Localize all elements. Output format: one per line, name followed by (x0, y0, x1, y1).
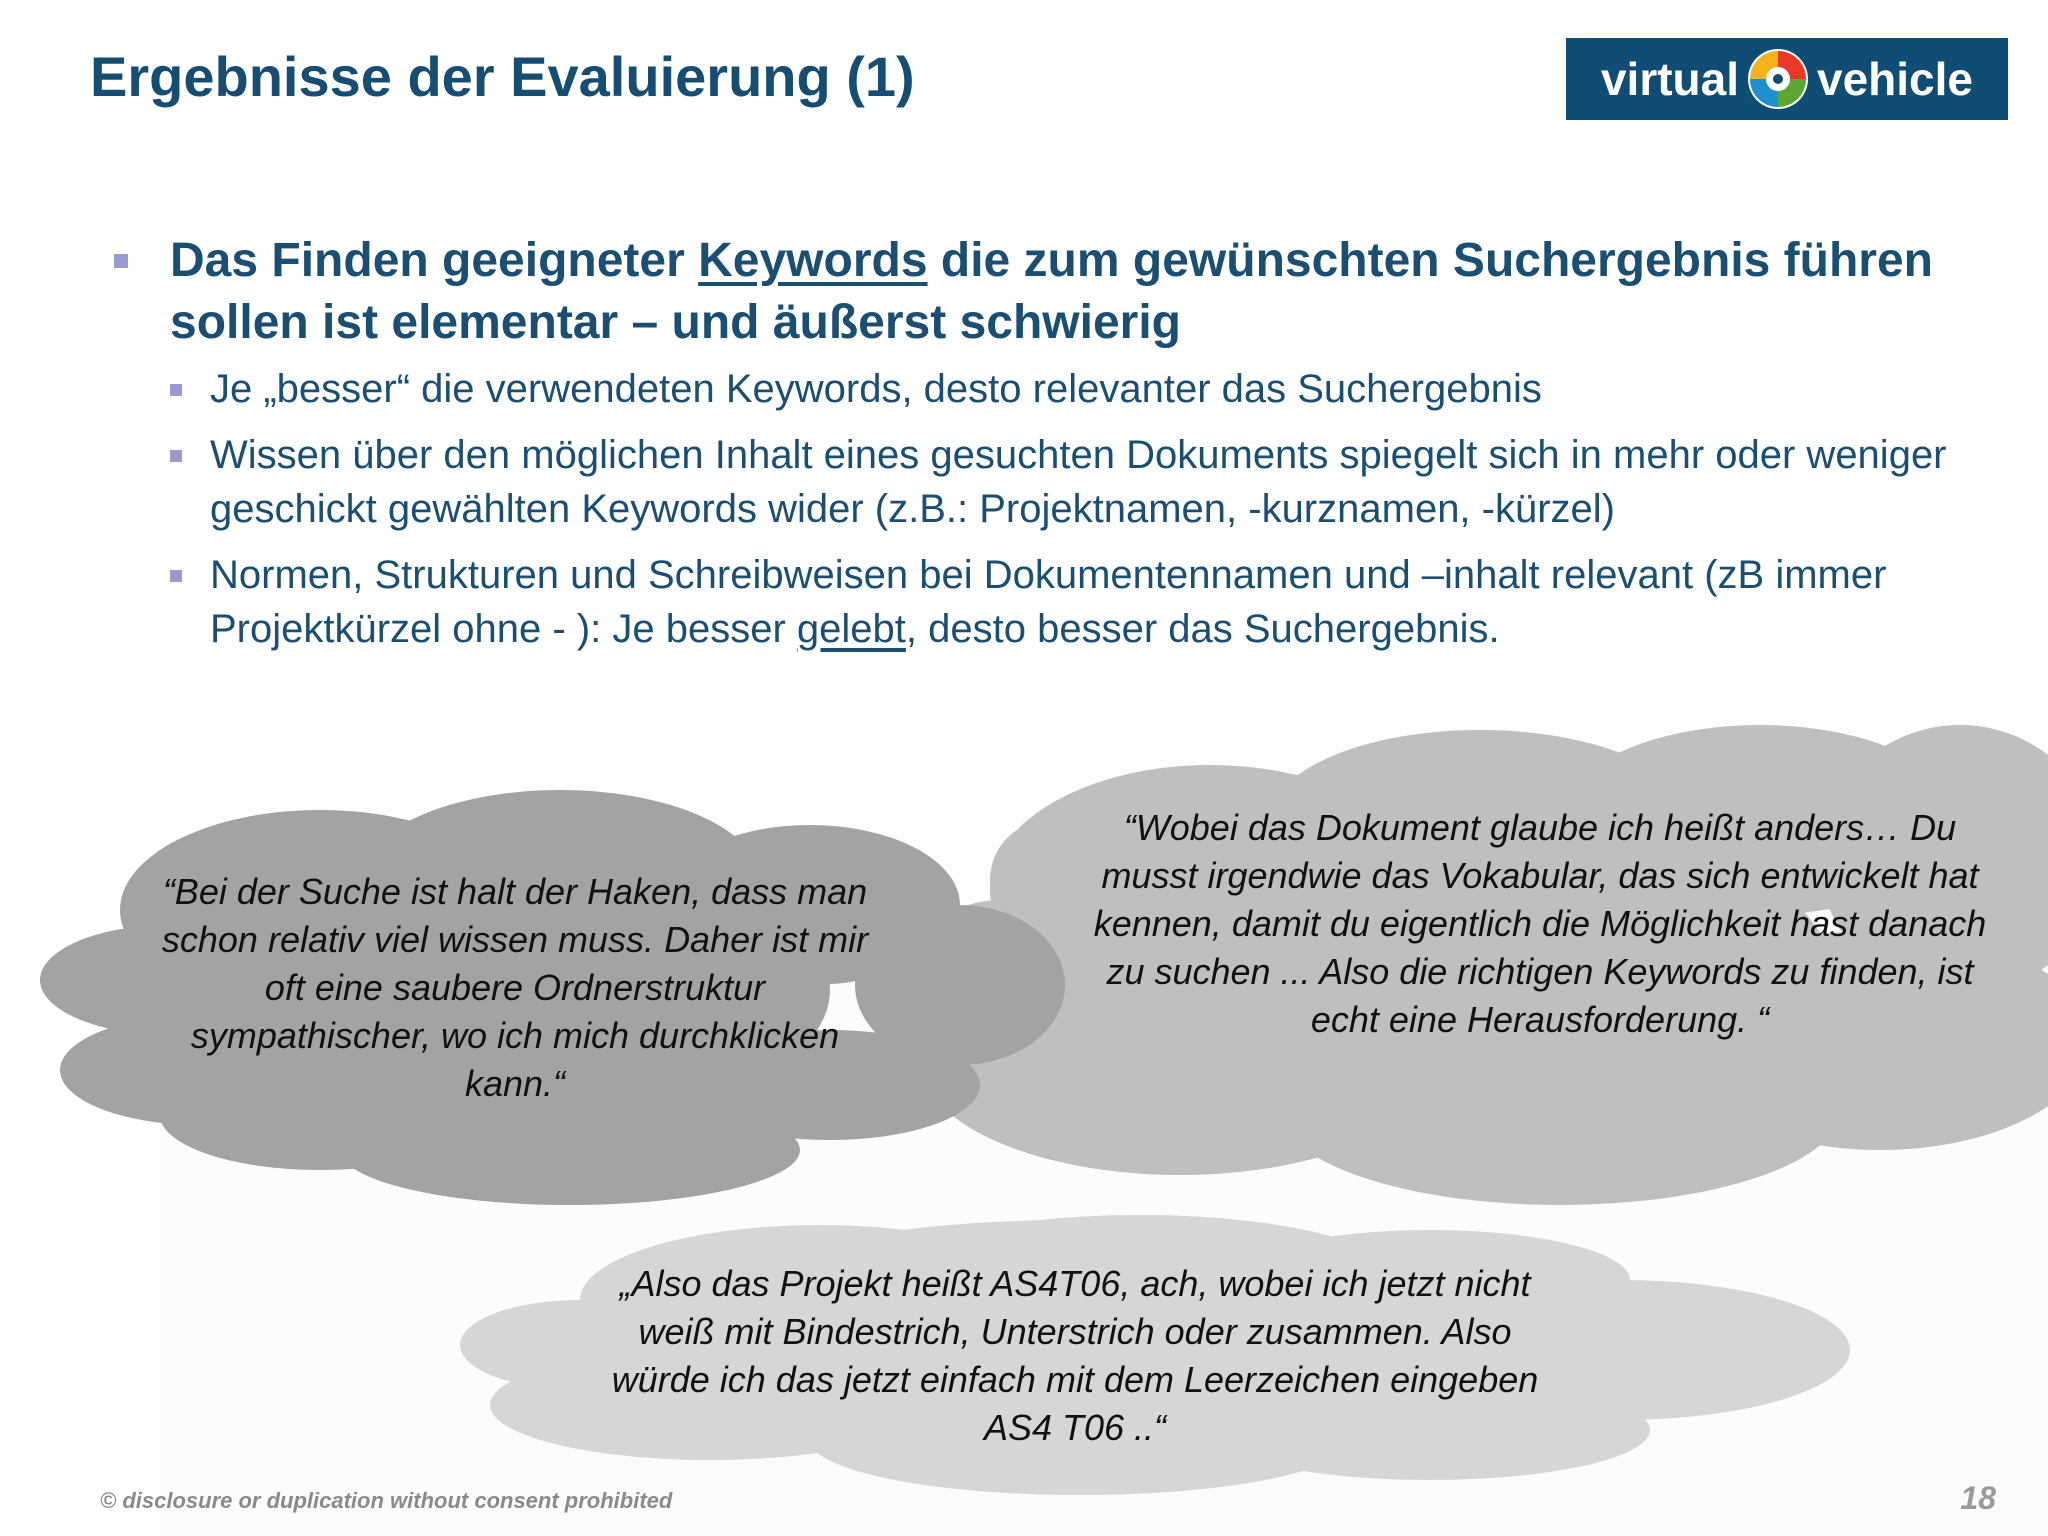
sub-bullet-2-text: Wissen über den möglichen Inhalt eines gesuchten Dokuments spiegelt sich in mehr oder weniger geschickt gewählten Keywords wider (z.B.: Projektnamen, -kurznamen, -kürzel) (210, 433, 1947, 531)
keywords-underlined: Keywords (698, 234, 928, 287)
footer-disclaimer: © disclosure or duplication without consent prohibited (100, 1488, 673, 1513)
quote-bottom: „Also das Projekt heißt AS4T06, ach, wobei ich jetzt nicht weiß mit Bindestrich, Unterstrich oder zusammen. Also würde ich das jetzt einfach mit dem Leerzeichen eingeben AS4 T06 ..“ (611, 1263, 1539, 1448)
page-number: 18 (1960, 1480, 1996, 1516)
sub-bullet-3-text-2: , desto besser das Suchergebnis. (905, 607, 1500, 651)
gelebt-underlined: gelebt (796, 607, 906, 651)
sub-bullet-3-text-1: Normen, Strukturen und Schreibweisen bei Dokumentennamen und –inhalt relevant (zB immer Projektkürzel ohne - ): Je besser (210, 553, 1887, 651)
quote-left: “Bei der Suche ist halt der Haken, dass man schon relativ viel wissen muss. Daher ist mir oft eine saubere Ordnerstruktur sympathischer, wo ich mich durchklicken kann.“ (161, 871, 869, 1104)
quote-right: “Wobei das Dokument glaube ich heißt anders… Du musst irgendwie das Vokabular, das sich entwickelt hat kennen, damit du eigentlich die Möglichkeit hast danach zu suchen ... Also die richtigen Keywords zu finden, ist echt eine Herausforderung. “ (1093, 807, 1987, 1040)
logo-left-text: virtual (1600, 53, 1740, 105)
slide-title: Ergebnisse der Evaluierung (1) (90, 45, 915, 108)
sub-bullet-1-text: Je „besser“ die verwendeten Keywords, desto relevanter das Suchergebnis (210, 367, 1542, 411)
main-bullet-text-1: Das Finden geeigneter (170, 234, 699, 287)
main-bullet-text-2: die zum gewünschten Suchergebnis führen sollen ist elementar – und äußerst schwierig (170, 234, 1933, 349)
logo-right-text: vehicle (1817, 53, 1974, 105)
